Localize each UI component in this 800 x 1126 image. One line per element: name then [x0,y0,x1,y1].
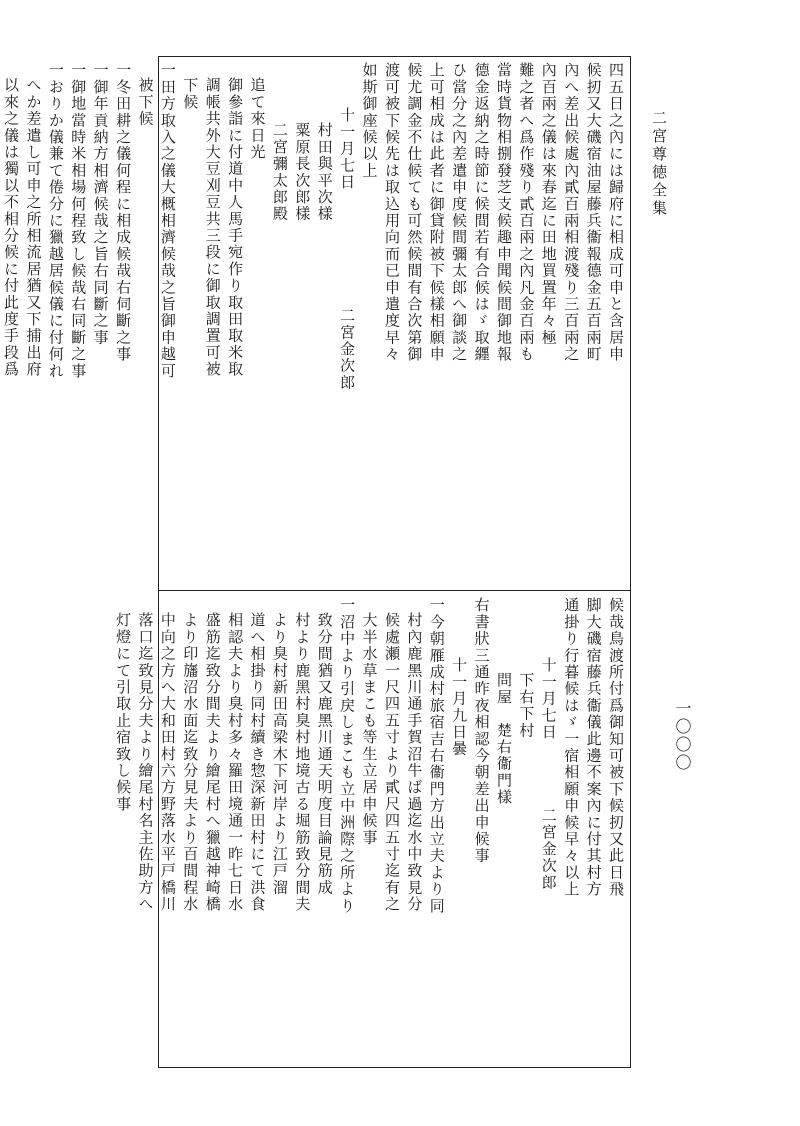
text-column: 灯燈にて引取止宿致し候事 [114,612,133,813]
text-column: ひ當分之內差遣申度候間彌太郎へ御談之 [450,62,469,363]
text-column: 中向之方へ大和田村六方野落水平戸橋川 [158,612,177,913]
page-number: 一〇〇〇 [673,700,692,772]
text-column: 渡可被下候先は取込用向而已申遣度早々 [382,62,401,363]
running-header: 二宮尊徳全集 [650,110,668,218]
text-column: 如斯御座候以上 [360,62,379,179]
text-column: 內百兩之儀は來春迄に田地買置年々極 [539,62,558,346]
text-column: 村田與平次樣 [315,122,334,223]
text-column: 一田方取入之儀大概相濟候哉之旨御申越可 [158,62,177,380]
text-column: 一御地當時米相場何程致し候哉右同斷之事 [69,62,88,380]
text-column: 難之者へ爲作殘り貳百兩之內凡金百兩も [517,62,536,363]
text-column: 村より鹿黑村臭村地境古る堀筋致分間夫 [293,612,312,913]
text-column: 候尤調金不仕候ても可然候間有合次第御 [405,62,424,363]
text-column: 候扨又大磯宿油屋藤兵衞報德金五百兩町 [584,62,603,363]
text-column: 問屋 楚右衞門樣 [494,672,513,806]
register-divider [159,590,630,591]
text-column: 一冬田耕之儀何程に相成候哉右伺斷之事 [114,62,133,363]
top-register [2,62,627,584]
text-column: 十一月七日 二宮金次郎 [539,657,558,891]
text-column: 一今朝雁成村旅宿吉右衞門方出立夫より同 [427,597,446,915]
text-column: 落口迄致見分夫より繪尾村名主佐助方へ [136,612,155,913]
text-column: 相認夫より臭村多々羅田境通一昨七日水 [226,612,245,913]
text-column: 內へ差出候處內貳百兩相渡殘り三百兩之 [562,62,581,363]
text-column: 通掛り行暮候はゞ一宿相願申候早々以上 [562,597,581,898]
text-frame [2,56,631,1068]
text-column: 二宮彌太郎殿 [270,122,289,223]
text-column: 以來之儀は獨以不相分候に付此度手段爲 [2,77,21,378]
text-column: 盛筋迄致分間夫より繪尾村へ獵越神崎橋 [203,612,222,913]
text-column: 右書狀三通昨夜相認今朝差出申候事 [472,597,491,865]
text-column: 下右下村 [517,672,536,739]
text-column: 大半水草まこも等生立居申候事 [360,612,379,846]
text-column: 十一月九日曇 [450,657,469,758]
text-column: 十一月七日 二宮金次郎 [338,107,357,391]
text-column: へか差遣し可申之所相流居猶又下捕出府 [24,77,43,378]
bottom-register [114,597,627,1063]
text-column: 粟原長次郎樣 [293,122,312,223]
text-column: 當時貨物相捌發芝支候趣申聞候間御地報 [494,62,513,363]
text-column: 道へ相掛り同村續き惣深新田村にて洪食 [248,612,267,913]
text-column: 候哉鳥渡所付爲御知可被下候扨又此日飛 [607,597,625,898]
text-column: 德金返納之時節に候間若有合候はゞ取纒 [472,62,491,363]
text-column: 一おりか儀兼て倦分に獵越居候儀に付何れ [46,62,65,380]
text-column: 候處瀬一尺四五寸より貳尺四五寸迄有之 [382,612,401,913]
text-column: 追て來日光 [248,77,267,161]
text-column: 致分間猶又鹿黑川通天明度目論見筋成 [315,612,334,896]
text-column: より臭村新田高梁木下河岸より江戸溜 [270,612,289,896]
text-column: 御參詣に付道中人馬手宛作り取田取米取 [226,77,245,378]
text-column: より印旛沼水面迄致分見夫より百間程水 [181,612,200,913]
text-column: 被下候 [136,77,155,128]
text-column: 一御年貢納方相濟候哉之旨右同斷之事 [91,62,110,346]
text-column: 上可相成は此者に御貸附被下候樣相願申 [427,62,446,363]
text-column: 村內鹿黑川通手賀沼牛ば過迄水中致見分 [405,612,424,913]
text-column: 脚大磯宿藤兵衞儀此邊不案內に付其村方 [584,597,603,898]
text-column: 下候 [181,77,200,111]
text-column: 調帳共外大豆刈豆共三段に御取調置可被 [203,77,222,378]
text-column: 四五日之內には歸府に相成可申と含居申 [607,62,625,363]
text-column: 一沼中より引戻しまこも立中洲際之所より [338,597,357,915]
